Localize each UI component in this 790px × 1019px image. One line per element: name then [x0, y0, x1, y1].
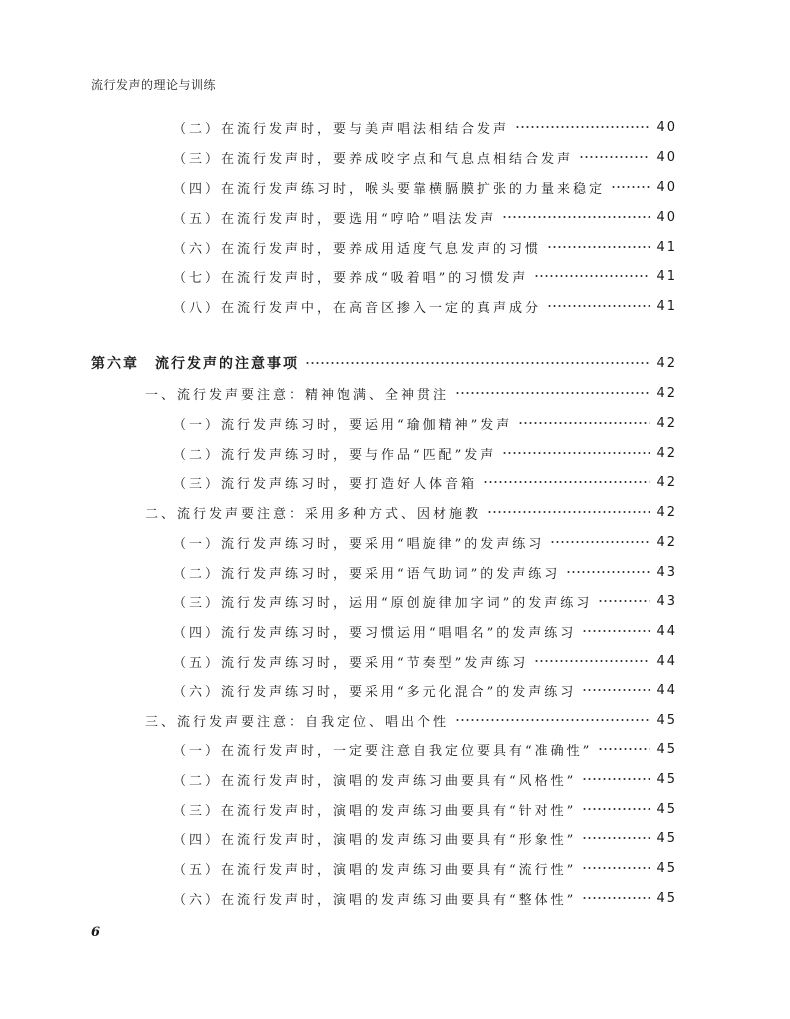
dot-leader	[582, 778, 650, 780]
dot-leader	[582, 837, 650, 839]
toc-entry-page: 44	[656, 653, 677, 669]
toc-entry-title: （二）在流行发声时，演唱的发声练习曲要具有“风格性”	[173, 773, 577, 789]
toc-section-entry	[145, 709, 677, 731]
toc-entry-title: （八）在流行发声中，在高音区掺入一定的真声成分	[173, 300, 542, 316]
toc-entry	[173, 798, 677, 820]
toc-entry	[173, 176, 677, 198]
toc-entry-page: 40	[656, 119, 677, 135]
toc-entry	[173, 650, 677, 672]
toc-entry	[173, 531, 677, 553]
dot-leader	[502, 452, 650, 454]
toc-entry-title: （三）在流行发声时，演唱的发声练习曲要具有“针对性”	[173, 803, 577, 819]
dot-leader	[582, 897, 650, 899]
toc-entry-title: （一）流行发声练习时，要采用“唱旋律”的发声练习	[173, 536, 545, 552]
toc-entry	[173, 265, 677, 287]
toc-entry	[173, 590, 677, 612]
toc-entry-page: 42	[656, 415, 677, 431]
toc-chapter-entry	[91, 352, 677, 374]
toc-entry	[173, 206, 677, 228]
toc-entry	[173, 146, 677, 168]
toc-entry	[173, 442, 677, 464]
toc-entry	[173, 561, 677, 583]
toc-entry-page: 43	[656, 593, 677, 609]
dot-leader	[598, 748, 650, 750]
toc-entry	[173, 412, 677, 434]
toc-entry-page: 45	[656, 801, 677, 817]
toc-entry-title: （四）在流行发声时，演唱的发声练习曲要具有“形象性”	[173, 832, 577, 848]
toc-entry-title: （四）在流行发声练习时，喉头要靠横膈膜扩张的力量来稳定	[173, 181, 606, 197]
toc-entry	[173, 471, 677, 493]
toc-entry-page: 44	[656, 623, 677, 639]
dot-leader	[566, 571, 650, 573]
dot-leader	[534, 660, 650, 662]
toc-entry-title: 一、流行发声要注意：精神饱满、全神贯注	[145, 387, 450, 403]
toc-entry-title: （二）流行发声练习时，要与作品“匹配”发声	[173, 447, 497, 463]
toc-entry-page: 41	[656, 268, 677, 284]
toc-entry	[173, 295, 677, 317]
page-number: 6	[91, 925, 101, 940]
toc-entry-title: （六）在流行发声时，演唱的发声练习曲要具有“整体性”	[173, 892, 577, 908]
toc-entry-page: 42	[656, 504, 677, 520]
dot-leader	[547, 246, 650, 248]
dot-leader	[582, 808, 650, 810]
toc-entry-page: 40	[656, 149, 677, 165]
toc-entry-title: （三）流行发声练习时，要打造好人体音箱	[173, 476, 478, 492]
dot-leader	[582, 689, 650, 691]
toc-entry-page: 45	[656, 830, 677, 846]
dot-leader	[582, 630, 650, 632]
dot-leader	[579, 156, 650, 158]
dot-leader	[305, 362, 650, 364]
dot-leader	[483, 481, 650, 483]
toc-entry-title: （七）在流行发声时，要养成“吸着唱”的习惯发声	[173, 270, 529, 286]
toc-entry-page: 44	[656, 682, 677, 698]
dot-leader	[582, 867, 650, 869]
toc-entry-title: （六）在流行发声时，要养成用适度气息发声的习惯	[173, 241, 542, 257]
toc-entry-page: 42	[656, 474, 677, 490]
dot-leader	[515, 126, 650, 128]
toc-entry	[173, 887, 677, 909]
toc-entry-title: （四）流行发声练习时，要习惯运用“唱唱名”的发声练习	[173, 625, 577, 641]
toc-entry	[173, 116, 677, 138]
toc-entry-title: （五）在流行发声时，演唱的发声练习曲要具有“流行性”	[173, 862, 577, 878]
toc-entry-title: 二、流行发声要注意：采用多种方式、因材施教	[145, 506, 482, 522]
toc-entry-title: （二）在流行发声时，要与美声唱法相结合发声	[173, 121, 510, 137]
dot-leader	[547, 305, 650, 307]
dot-leader	[455, 719, 650, 721]
toc-entry-page: 40	[656, 179, 677, 195]
toc-entry-title: （五）在流行发声时，要选用“哼哈”唱法发声	[173, 211, 497, 227]
toc-entry-page: 42	[656, 355, 677, 371]
toc-section-entry	[145, 382, 677, 404]
toc-entry-page: 41	[656, 239, 677, 255]
toc-section-entry	[145, 501, 677, 523]
toc-entry-page: 45	[656, 890, 677, 906]
toc-entry-title: 三、流行发声要注意：自我定位、唱出个性	[145, 714, 450, 730]
toc-entry-title: （一）在流行发声时，一定要注意自我定位要具有“准确性”	[173, 743, 593, 759]
toc-entry	[173, 679, 677, 701]
dot-leader	[487, 511, 650, 513]
toc-entry-title: 第六章 流行发声的注意事项	[91, 356, 299, 372]
toc-entry	[173, 827, 677, 849]
toc-entry	[173, 738, 677, 760]
toc-entry	[173, 620, 677, 642]
dot-leader	[611, 186, 650, 188]
dot-leader	[502, 216, 650, 218]
toc-entry	[173, 236, 677, 258]
toc-entry-page: 41	[656, 298, 677, 314]
toc-entry-page: 45	[656, 771, 677, 787]
dot-leader	[550, 541, 650, 543]
dot-leader	[598, 600, 650, 602]
toc-entry	[173, 768, 677, 790]
dot-leader	[455, 392, 650, 394]
toc-entry-page: 42	[656, 534, 677, 550]
toc-entry-title: （六）流行发声练习时，要采用“多元化混合”的发声练习	[173, 684, 577, 700]
toc-entry-page: 42	[656, 385, 677, 401]
toc-entry	[173, 857, 677, 879]
toc-entry-title: （二）流行发声练习时，要采用“语气助词”的发声练习	[173, 566, 561, 582]
running-header: 流行发声的理论与训练	[91, 78, 217, 92]
dot-leader	[518, 422, 650, 424]
toc-entry-page: 40	[656, 209, 677, 225]
toc-entry-page: 42	[656, 445, 677, 461]
toc-entry-title: （五）流行发声练习时，要采用“节奏型”发声练习	[173, 655, 529, 671]
toc-entry-page: 45	[656, 712, 677, 728]
toc-entry-title: （三）流行发声练习时，运用“原创旋律加字词”的发声练习	[173, 595, 593, 611]
dot-leader	[534, 275, 650, 277]
toc-entry-title: （一）流行发声练习时，要运用“瑜伽精神”发声	[173, 417, 513, 433]
toc-entry-page: 43	[656, 564, 677, 580]
toc-entry-page: 45	[656, 860, 677, 876]
toc-entry-title: （三）在流行发声时，要养成咬字点和气息点相结合发声	[173, 151, 574, 167]
toc-entry-page: 45	[656, 741, 677, 757]
